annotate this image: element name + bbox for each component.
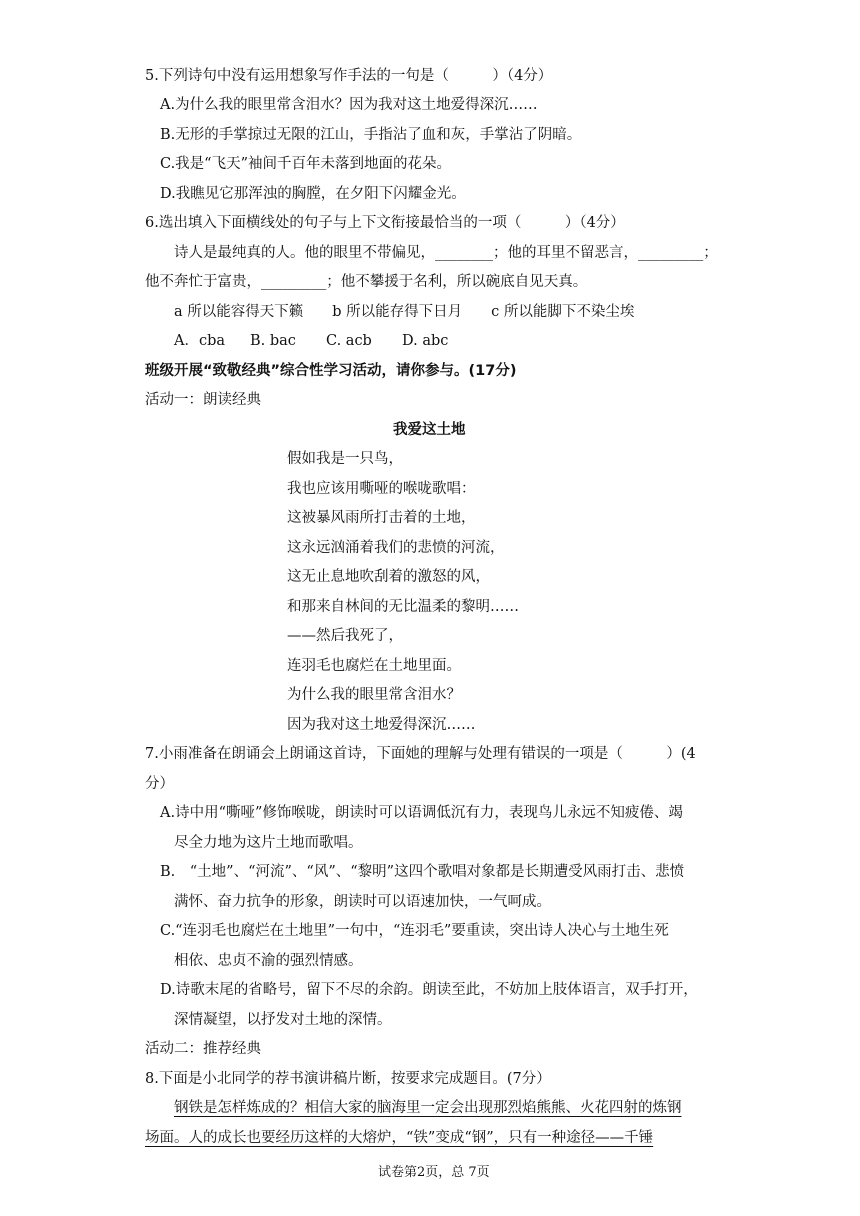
q6-option-c: C. acb [326,333,372,349]
q6-passage-line1: 诗人是最纯真的人。他的眼里不带偏见，________；他的耳里不留恶言，_________； [174,245,718,261]
q5-option-c: C.我是“飞天”袖间千百年未落到地面的花朵。 [160,156,452,172]
q8-stem: 8.下面是小北同学的荐书演讲稿片断，按要求完成题目。(7分） [145,1071,551,1087]
q6-stem: 6.选出填入下面横线处的句子与上下文衔接最恰当的一项（ ）（4分） [145,215,625,231]
q6-choices: a 所以能容得天下籁 b 所以能存得下日月 c 所以能脚下不染尘埃 [174,304,635,320]
q7-stem-line1: 7.小雨准备在朗诵会上朗诵这首诗，下面她的理解与处理有错误的一项是（ ）(4 [145,746,696,762]
q7-option-c-line2: 相依、忠贞不渝的强烈情感。 [174,953,363,969]
poem-line: 这被暴风雨所打击着的土地， [287,510,476,526]
activity2-label: 活动二：推荐经典 [145,1041,261,1057]
q8-paragraph-line2: 场面。人的成长也要经历这样的大熔炉，“铁”变成“钢”，只有一种途径——千锤 [145,1130,654,1146]
section-heading: 班级开展“致敬经典”综合性学习活动，请你参与。(17分) [145,363,517,379]
q7-option-b-line2: 满怀、奋力抗争的形象，朗读时可以语速加快，一气呵成。 [174,894,551,910]
q8-paragraph-line1: 钢铁是怎样炼成的？相信大家的脑海里一定会出现那烈焰熊熊、火花四射的炼钢 [174,1100,682,1116]
poem-line: 这永远汹涌着我们的悲愤的河流， [287,540,505,556]
poem-line: ——然后我死了， [287,628,403,644]
q7-option-c-line1: C.“连羽毛也腐烂在土地里”一句中，“连羽毛”要重读，突出诗人决心与土地生死 [160,923,669,939]
q7-option-a-line1: A.诗中用“嘶哑”修饰喉咙，朗读时可以语调低沉有力，表现鸟儿永远不知疲倦、竭 [160,805,683,821]
poem-line: 假如我是一只鸟， [287,451,403,467]
poem-line: 为什么我的眼里常含泪水？ [287,687,461,703]
poem-title: 我爱这土地 [393,422,466,438]
poem-line: 因为我对这土地爱得深沉…… [287,717,476,733]
q7-option-d-line2: 深情凝望，以抒发对土地的深情。 [174,1012,392,1028]
q7-option-a-line2: 尽全力地为这片土地而歌唱。 [174,835,363,851]
poem-line: 和那来自林间的无比温柔的黎明…… [287,599,519,615]
q7-option-d-line1: D.诗歌末尾的省略号，留下不尽的余韵。朗读至此，不妨加上肢体语言，双手打开， [160,982,698,998]
q5-option-d: D.我瞧见它那浑浊的胸膛，在夕阳下闪耀金光。 [160,186,466,202]
page-footer: 试卷第2页，总 7页 [378,1165,490,1180]
q5-stem: 5.下列诗句中没有运用想象写作手法的一句是（ ）（4分） [145,68,553,84]
q6-option-d: D. abc [402,333,449,349]
q7-option-b-line1: B. “土地”、“河流”、“风”、“黎明”这四个歌唱对象都是长期遭受风雨打击、悲愤 [160,864,685,880]
q5-option-b: B.无形的手掌掠过无限的江山，手指沾了血和灰，手掌沾了阴暗。 [160,127,582,143]
poem-line: 我也应该用嘶哑的喉咙歌唱： [287,481,476,497]
q6-option-b: B. bac [250,333,296,349]
q7-stem-line2: 分） [145,776,174,792]
activity1-label: 活动一：朗读经典 [145,392,261,408]
q6-option-a: A．cba [174,333,226,349]
poem-line: 连羽毛也腐烂在土地里面。 [287,658,461,674]
poem-line: 这无止息地吹刮着的激怒的风， [287,569,490,585]
q5-option-a: A.为什么我的眼里常含泪水？因为我对这土地爱得深沉…… [160,97,538,113]
q6-passage-line2: 他不奔忙于富贵，_________；他不攀援于名利，所以碗底自见天真。 [145,274,588,290]
